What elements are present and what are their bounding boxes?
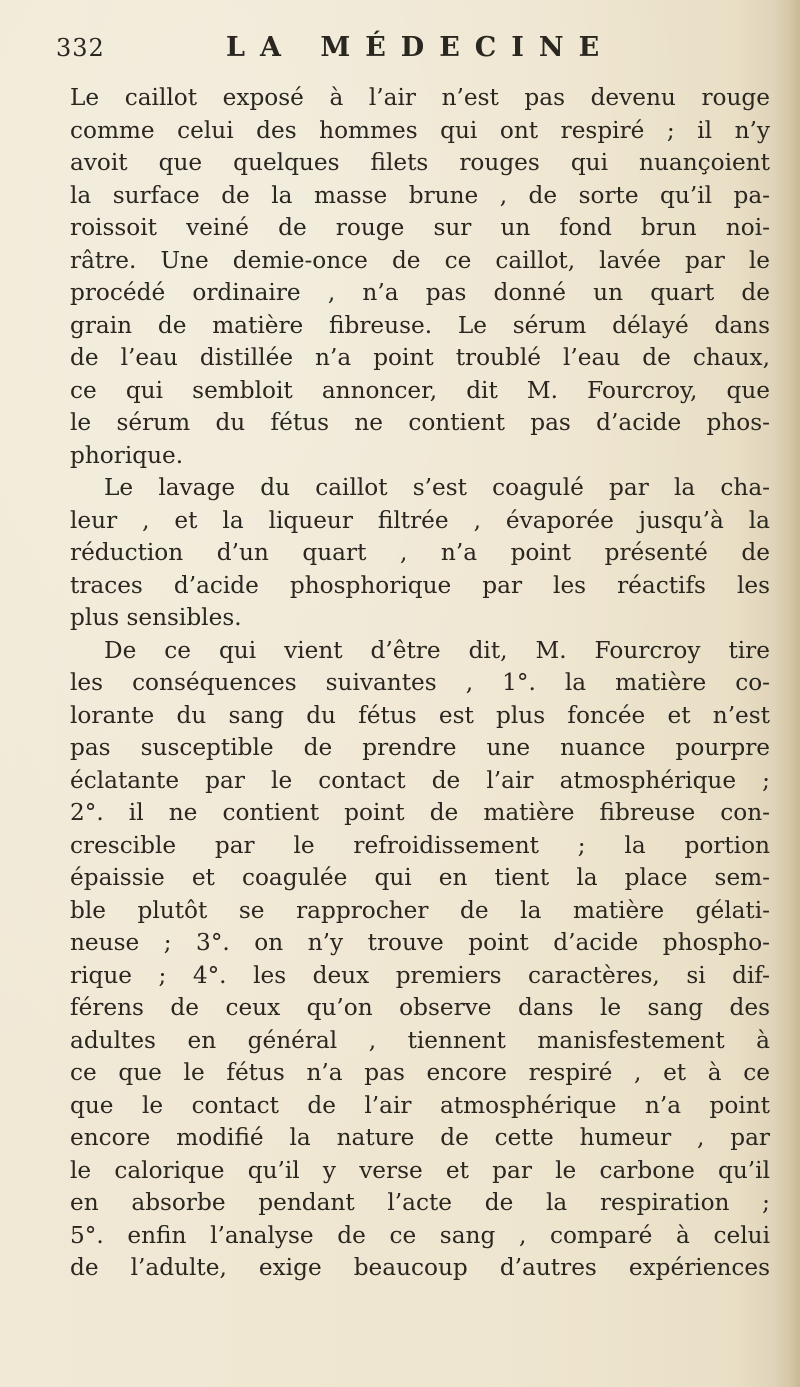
text-line: neuse ; 3°. on n’y trouve point d’acide phospho-	[70, 929, 770, 956]
text-line: en absorbe pendant l’acte de la respiration ;	[70, 1189, 770, 1216]
text-line: râtre. Une demie-once de ce caillot, lavée par le	[70, 246, 770, 274]
text-line: que le contact de l’air atmosphérique n’a point	[70, 1091, 770, 1119]
text-line: comme celui des hommes qui ont respiré ; il n’y	[70, 116, 770, 144]
text-line: épaissie et coagulée qui en tient la place sem-	[70, 864, 770, 891]
running-title: LA MÉDECINE	[226, 32, 615, 63]
page-edge-shadow	[774, 0, 800, 1387]
text-line: Le lavage du caillot s’est coagulé par la cha-	[104, 474, 770, 501]
text-line: de l’adulte, exige beaucoup d’autres expériences	[70, 1254, 770, 1281]
text-line: leur , et la liqueur filtrée , évaporée jusqu’à la	[70, 506, 770, 534]
text-line: phorique.	[70, 441, 184, 469]
text-line: le sérum du fétus ne contient pas d’acide phos-	[70, 409, 770, 436]
text-line: ce qui sembloit annoncer, dit M. Fourcroy, que	[70, 376, 770, 404]
text-line: encore modifié la nature de cette humeur , par	[70, 1124, 770, 1151]
text-line: lorante du sang du fétus est plus foncée et n’est	[70, 701, 770, 729]
text-line: 5°. enfin l’analyse de ce sang , comparé à celui	[70, 1221, 770, 1249]
text-line: traces d’acide phosphorique par les réactifs les	[70, 571, 770, 599]
page-header	[56, 34, 776, 74]
text-line: rique ; 4°. les deux premiers caractères, si dif-	[70, 961, 770, 989]
text-line: réduction d’un quart , n’a point présenté de	[70, 539, 770, 566]
text-line: Le caillot exposé à l’air n’est pas devenu rouge	[70, 84, 770, 111]
text-line: la surface de la masse brune , de sorte qu’il pa-	[70, 181, 770, 209]
text-line: plus sensibles.	[70, 604, 242, 631]
text-line: avoit que quelques filets rouges qui nuançoient	[70, 149, 770, 176]
text-line: pas susceptible de prendre une nuance pourpre	[70, 734, 770, 761]
text-line: le calorique qu’il y verse et par le carbone qu’il	[70, 1156, 770, 1184]
text-line: ce que le fétus n’a pas encore respiré , et à ce	[70, 1059, 770, 1086]
text-line: éclatante par le contact de l’air atmosphérique ;	[70, 766, 770, 794]
text-line: crescible par le refroidissement ; la portion	[70, 831, 770, 859]
page-number: 332	[56, 34, 105, 62]
body-text	[70, 82, 770, 1285]
text-line: De ce qui vient d’être dit, M. Fourcroy tire	[104, 636, 770, 664]
text-line: adultes en général , tiennent manisfestement à	[70, 1026, 770, 1054]
text-line: procédé ordinaire , n’a pas donné un quart de	[70, 279, 770, 306]
text-line: les conséquences suivantes , 1°. la matière co-	[70, 669, 770, 696]
text-line: de l’eau distillée n’a point troublé l’eau de chaux,	[70, 344, 770, 371]
text-line: férens de ceux qu’on observe dans le sang des	[70, 994, 770, 1021]
text-line: ble plutôt se rapprocher de la matière gélati-	[70, 896, 770, 924]
text-line: roissoit veiné de rouge sur un fond brun noi-	[70, 214, 770, 241]
text-line: 2°. il ne contient point de matière fibreuse con-	[70, 799, 770, 826]
text-line: grain de matière fibreuse. Le sérum délayé dans	[70, 311, 770, 339]
